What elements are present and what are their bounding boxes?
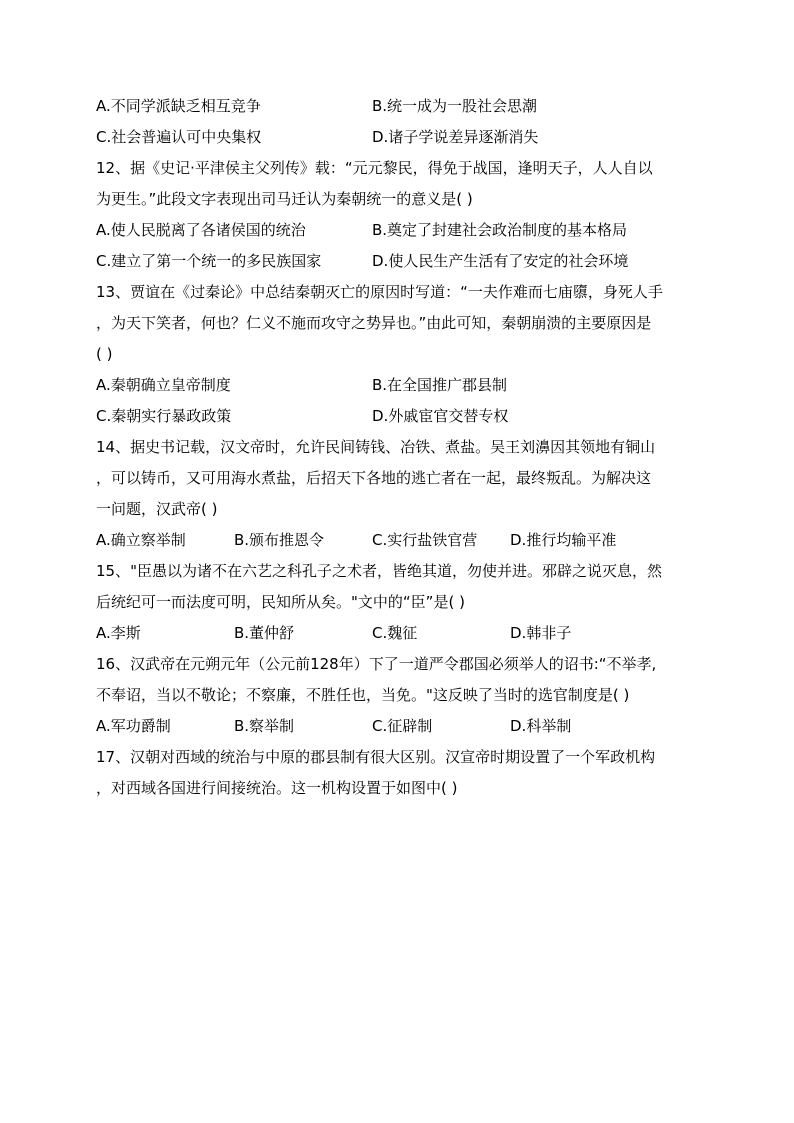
q13-option-c: C.秦朝实行暴政政策 [96,407,232,425]
q13-stem-line-2: ，为天下笑者，何也？仁义不施而攻守之势异也。”由此可知，秦朝崩溃的主要原因是 [96,314,652,332]
q11-option-a: A.不同学派缺乏相互竞争 [96,97,261,115]
q14-option-b: B.颁布推恩令 [234,531,325,549]
q13-option-b: B.在全国推广郡县制 [372,376,508,394]
q15-option-d: D.韩非子 [510,624,572,642]
q12-option-d: D.使人民生产生活有了安定的社会环境 [372,252,629,270]
q13-stem-line-3: ( ) [96,345,113,363]
q12-stem-line-1: 12、据《史记·平津侯主父列传》载：“元元黎民，得免于战国，逢明天子，人人自以 [96,159,653,177]
q14-stem-line-2: ，可以铸币，又可用海水煮盐，后招天下各地的逃亡者在一起，最终叛乱。为解决这 [96,469,652,487]
q15-option-b: B.董仲舒 [234,624,295,642]
q12-stem-line-2: 为更生。”此段文字表现出司马迁认为秦朝统一的意义是( ) [96,190,473,208]
q13-option-a: A.秦朝确立皇帝制度 [96,376,231,394]
q14-option-d: D.推行均输平准 [510,531,617,549]
q16-stem-line-1: 16、汉武帝在元朔元年（公元前128年）下了一道严令郡国必须举人的诏书:“不举孝, [96,655,657,673]
q15-stem-line-2: 后统纪可一而法度可明，民知所从矣。"文中的“臣”是( ) [96,593,465,611]
q12-option-c: C.建立了第一个统一的多民族国家 [96,252,322,270]
q16-option-d: D.科举制 [510,717,572,735]
q17-stem-line-1: 17、汉朝对西域的统治与中原的郡县制有很大区别。汉宣帝时期设置了一个军政机构 [96,748,656,766]
q16-option-b: B.察举制 [234,717,295,735]
q11-option-b: B.统一成为一股社会思潮 [372,97,538,115]
q14-stem-line-1: 14、据史书记载，汉文帝时，允许民间铸钱、冶铁、煮盐。吴王刘濞因其领地有铜山 [96,438,656,456]
q16-option-c: C.征辟制 [372,717,433,735]
q17-stem-line-2: ，对西域各国进行间接统治。这一机构设置于如图中( ) [96,779,458,797]
q14-option-a: A.确立察举制 [96,531,186,549]
q15-option-c: C.魏征 [372,624,418,642]
q11-option-d: D.诸子学说差异逐渐消失 [372,128,539,146]
q15-option-a: A.李斯 [96,624,141,642]
q13-stem-line-1: 13、贾谊在《过秦论》中总结秦朝灭亡的原因时写道：“一夫作难而七庙隳，身死人手 [96,283,663,301]
q14-stem-line-3: 一问题，汉武帝( ) [96,500,218,518]
q12-option-a: A.使人民脱离了各诸侯国的统治 [96,221,306,239]
q13-option-d: D.外戚宦官交替专权 [372,407,509,425]
q12-option-b: B.奠定了封建社会政治制度的基本格局 [372,221,628,239]
q15-stem-line-1: 15、"臣愚以为诸不在六艺之科孔子之术者，皆绝其道，勿使并进。邪辟之说灭息，然 [96,562,662,580]
q16-option-a: A.军功爵制 [96,717,171,735]
q11-option-c: C.社会普遍认可中央集权 [96,128,262,146]
q16-stem-line-2: 不奉诏，当以不敬论；不察廉，不胜任也，当免。"这反映了当时的选官制度是( ) [96,686,630,704]
q14-option-c: C.实行盐铁官营 [372,531,478,549]
